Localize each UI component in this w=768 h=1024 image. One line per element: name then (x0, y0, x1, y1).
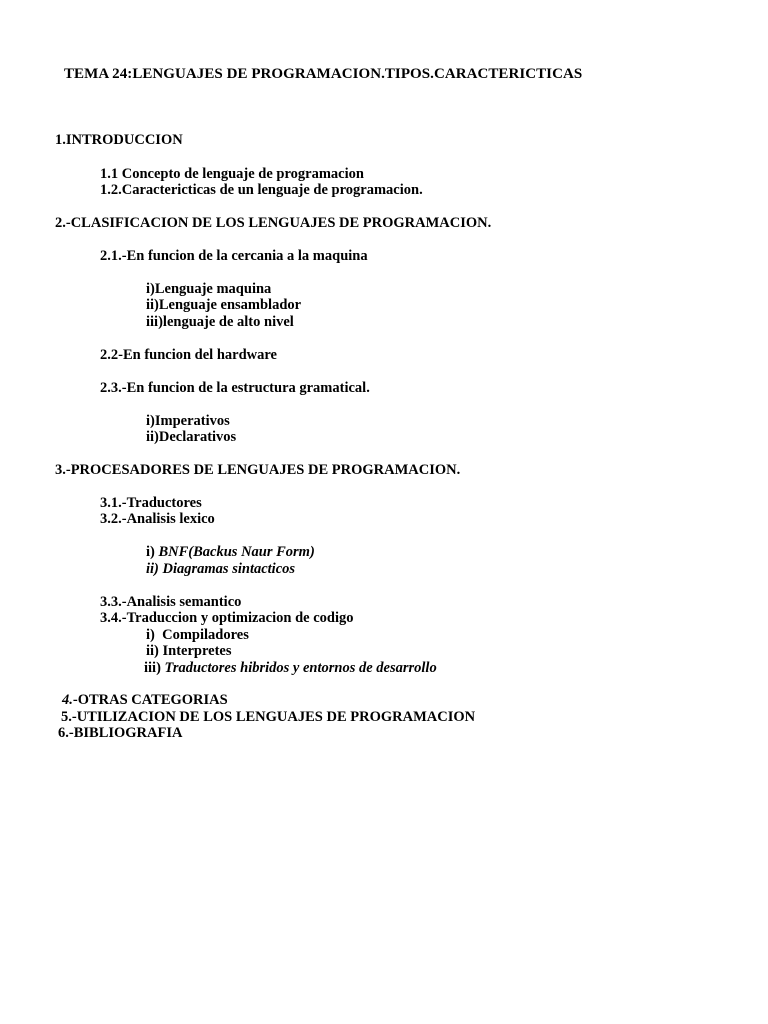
item-text: BNF(Backus Naur Form) (158, 544, 315, 560)
section-2-3-item-2: ii)Declarativos (146, 429, 237, 445)
item-prefix: i) (146, 544, 159, 560)
section-3-4-item-2 (146, 643, 232, 660)
item-prefix: ii) (146, 561, 163, 577)
item-text: Interpretes (162, 643, 232, 659)
section-3-2: 3.2.-Analisis lexico (100, 511, 215, 527)
section-3-3: 3.3.-Analisis semantico (100, 594, 242, 610)
section-3-heading: 3.-PROCESADORES DE LENGUAJES DE PROGRAMACION. (55, 462, 461, 478)
section-2-1-item-3: iii)lenguaje de alto nivel (146, 314, 294, 330)
section-3-2-item-2 (146, 561, 295, 578)
section-2-heading: 2.-CLASIFICACION DE LOS LENGUAJES DE PROGRAMACION. (55, 215, 492, 231)
section-3-4: 3.4.-Traduccion y optimizacion de codigo (100, 610, 354, 626)
item-text: Diagramas sintacticos (162, 561, 296, 577)
section-5-heading: 5.-UTILIZACION DE LOS LENGUAJES DE PROGRAMACION (61, 709, 476, 725)
section-2-3-item-1: i)Imperativos (146, 413, 230, 429)
section-2-1-item-1: i)Lenguaje maquina (146, 281, 272, 297)
section-2-1-item-2: ii)Lenguaje ensamblador (146, 297, 302, 313)
item-prefix: ii) (146, 643, 163, 659)
section-2-1: 2.1.-En funcion de la cercania a la maquina (100, 248, 368, 264)
section-3-1: 3.1.-Traductores (100, 495, 202, 511)
section-3-4-item-3 (144, 660, 437, 677)
section-3-4-item-1 (146, 627, 249, 644)
item-prefix: iii) (144, 660, 165, 676)
section-2-3: 2.3.-En funcion de la estructura gramatical. (100, 380, 370, 396)
section-2-2: 2.2-En funcion del hardware (100, 347, 277, 363)
item-text: Compiladores (162, 627, 249, 643)
item-prefix: i) (146, 627, 163, 643)
section-1-2: 1.2.Caractericticas de un lenguaje de programacion. (100, 182, 423, 198)
section-1-heading: 1.INTRODUCCION (55, 132, 183, 148)
item-text: Traductores hibridos y entornos de desarrollo (164, 660, 437, 676)
section-4-heading (62, 692, 228, 709)
section-4-text: -OTRAS CATEGORIAS (72, 692, 228, 708)
section-1-1: 1.1 Concepto de lenguaje de programacion (100, 166, 364, 182)
section-6-heading: 6.-BIBLIOGRAFIA (58, 725, 183, 741)
section-3-2-item-1 (146, 544, 315, 561)
section-4-number: 4. (62, 692, 73, 708)
document-title: TEMA 24:LENGUAJES DE PROGRAMACION.TIPOS.CARACTERICTICAS (64, 66, 583, 82)
